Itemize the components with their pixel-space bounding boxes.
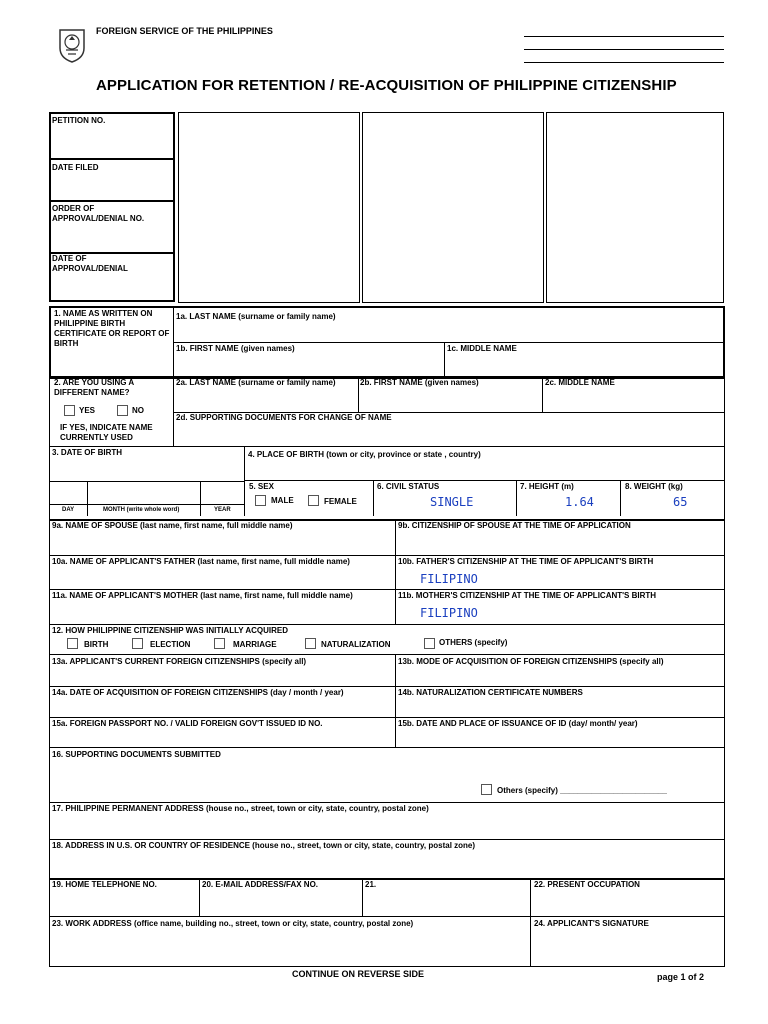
- alias-yes-label: YES: [79, 406, 96, 415]
- reference-line-2: [524, 49, 724, 50]
- q15a-label: 15a. FOREIGN PASSPORT NO. / VALID FOREIGN GOV'T ISSUED ID NO.: [52, 719, 323, 728]
- order-no-label: ORDER OF APPROVAL/DENIAL NO.: [52, 204, 145, 223]
- page-number: page 1 of 2: [657, 972, 705, 982]
- q21-label: 21.: [365, 880, 377, 889]
- divider: [49, 916, 725, 917]
- divider: [244, 480, 725, 481]
- divider: [395, 519, 396, 624]
- q9b-label: 9b. CITIZENSHIP OF SPOUSE AT THE TIME OF APPLICATION: [398, 521, 631, 530]
- q13a-label: 13a. APPLICANT'S CURRENT FOREIGN CITIZENSHIPS (specify all): [52, 657, 307, 666]
- divider: [530, 878, 531, 967]
- date-filed-label: DATE FILED: [52, 163, 99, 172]
- q13b-label: 13b. MODE OF ACQUISITION OF FOREIGN CITIZENSHIPS (specify all): [398, 657, 664, 666]
- divider: [87, 481, 88, 516]
- divider: [620, 480, 621, 516]
- q1b-label: 1b. FIRST NAME (given names): [176, 344, 295, 353]
- acq-election-checkbox[interactable]: [132, 638, 143, 649]
- divider: [49, 747, 725, 748]
- dob-day-label: DAY: [62, 507, 75, 513]
- acq-election-label: ELECTION: [150, 640, 191, 649]
- q7-label: 7. HEIGHT (m): [520, 482, 574, 491]
- q22-label: 22. PRESENT OCCUPATION: [534, 880, 640, 889]
- photo-box-3[interactable]: [546, 112, 724, 303]
- dob-year-label: YEAR: [214, 507, 231, 513]
- acq-marriage-label: MARRIAGE: [233, 640, 277, 649]
- q17-label: 17. PHILIPPINE PERMANENT ADDRESS (house no., street, town or city, state, country, postal zone): [52, 804, 429, 813]
- docs-others-checkbox[interactable]: [481, 784, 492, 795]
- q2d-label: 2d. SUPPORTING DOCUMENTS FOR CHANGE OF NAME: [176, 413, 392, 422]
- divider: [444, 342, 445, 378]
- weight-value[interactable]: 65: [673, 495, 688, 509]
- divider: [244, 446, 245, 516]
- date-approval-label: DATE OF APPROVAL/DENIAL: [52, 254, 128, 273]
- divider: [49, 589, 725, 590]
- mother-citizenship-value[interactable]: FILIPINO: [420, 606, 478, 620]
- divider: [395, 654, 396, 747]
- q24-label: 24. APPLICANT'S SIGNATURE: [534, 919, 649, 928]
- acq-naturalization-label: NATURALIZATION: [321, 640, 391, 649]
- father-citizenship-value[interactable]: FILIPINO: [420, 572, 478, 586]
- acq-naturalization-checkbox[interactable]: [305, 638, 316, 649]
- divider: [49, 717, 725, 718]
- sex-male-checkbox[interactable]: [255, 495, 266, 506]
- divider: [199, 878, 200, 917]
- alias-ifyes-label: IF YES, INDICATE NAME CURRENTLY USED: [60, 423, 153, 442]
- divider: [49, 802, 725, 803]
- sex-male-label: MALE: [271, 496, 294, 505]
- q11b-label: 11b. MOTHER'S CITIZENSHIP AT THE TIME OF APPLICANT'S BIRTH: [398, 591, 657, 600]
- q19-label: 19. HOME TELEPHONE NO.: [52, 880, 157, 889]
- sex-female-checkbox[interactable]: [308, 495, 319, 506]
- q18-label: 18. ADDRESS IN U.S. OR COUNTRY OF RESIDENCE (house no., street, town or city, state, country, postal zone): [52, 841, 476, 850]
- q6-label: 6. CIVIL STATUS: [377, 482, 440, 491]
- divider: [49, 446, 725, 447]
- q1c-label: 1c. MIDDLE NAME: [447, 344, 517, 353]
- q14b-label: 14b. NATURALIZATION CERTIFICATE NUMBERS: [398, 688, 583, 697]
- dob-month-label: MONTH (write whole word): [103, 507, 180, 513]
- divider: [49, 654, 725, 655]
- alias-no-label: NO: [132, 406, 144, 415]
- q2c-label: 2c. MIDDLE NAME: [545, 378, 615, 387]
- docs-others-label: Others (specify) ________________________: [497, 786, 667, 795]
- acq-others-checkbox[interactable]: [424, 638, 435, 649]
- form-border: [49, 306, 725, 967]
- acq-marriage-checkbox[interactable]: [214, 638, 225, 649]
- reference-line-1: [524, 36, 724, 37]
- photo-box-1[interactable]: [178, 112, 360, 303]
- reference-line-3: [524, 62, 724, 63]
- q20-label: 20. E-MAIL ADDRESS/FAX NO.: [202, 880, 319, 889]
- divider: [49, 624, 725, 625]
- divider: [516, 480, 517, 516]
- q2a-label: 2a. LAST NAME (surname or family name): [176, 378, 336, 387]
- q1a-label: 1a. LAST NAME (surname or family name): [176, 312, 336, 321]
- q1-label: 1. NAME AS WRITTEN ON PHILIPPINE BIRTH CERTIFICATE OR REPORT OF BIRTH: [54, 309, 170, 348]
- civil-status-value[interactable]: SINGLE: [430, 495, 474, 509]
- sex-female-label: FEMALE: [324, 497, 357, 506]
- continue-note: CONTINUE ON REVERSE SIDE: [292, 969, 425, 979]
- q2b-label: 2b. FIRST NAME (given names): [360, 378, 479, 387]
- divider: [49, 504, 244, 505]
- alias-no-checkbox[interactable]: [117, 405, 128, 416]
- petition-no-label: PETITION NO.: [52, 116, 106, 125]
- divider: [200, 481, 201, 516]
- philippine-seal-logo: [56, 26, 88, 64]
- divider: [173, 342, 725, 343]
- alias-yes-checkbox[interactable]: [64, 405, 75, 416]
- acq-birth-label: BIRTH: [84, 640, 109, 649]
- q5-label: 5. SEX: [249, 482, 274, 491]
- q23-label: 23. WORK ADDRESS (office name, building no., street, town or city, state, country, postal zone): [52, 919, 414, 928]
- q16-label: 16. SUPPORTING DOCUMENTS SUBMITTED: [52, 750, 221, 759]
- divider: [49, 481, 244, 482]
- acq-others-label: OTHERS (specify): [439, 638, 508, 647]
- q14a-label: 14a. DATE OF ACQUISITION OF FOREIGN CITIZENSHIPS (day / month / year): [52, 688, 344, 697]
- photo-box-2[interactable]: [362, 112, 544, 303]
- q15b-label: 15b. DATE AND PLACE OF ISSUANCE OF ID (day/ month/ year): [398, 719, 638, 728]
- q10b-label: 10b. FATHER'S CITIZENSHIP AT THE TIME OF APPLICANT'S BIRTH: [398, 557, 654, 566]
- q8-label: 8. WEIGHT (kg): [625, 482, 683, 491]
- divider: [373, 480, 374, 516]
- divider: [49, 686, 725, 687]
- q12-label: 12. HOW PHILIPPINE CITIZENSHIP WAS INITIALLY ACQUIRED: [52, 626, 289, 635]
- acq-birth-checkbox[interactable]: [67, 638, 78, 649]
- agency-name: FOREIGN SERVICE OF THE PHILIPPINES: [96, 26, 273, 36]
- form-title: APPLICATION FOR RETENTION / RE-ACQUISITION OF PHILIPPINE CITIZENSHIP: [96, 77, 677, 94]
- divider: [358, 378, 359, 412]
- q9a-label: 9a. NAME OF SPOUSE (last name, first name, full middle name): [52, 521, 293, 530]
- height-value[interactable]: 1.64: [565, 495, 594, 509]
- divider: [49, 839, 725, 840]
- q2-label: 2. ARE YOU USING A DIFFERENT NAME?: [54, 378, 134, 397]
- divider: [362, 878, 363, 917]
- q3-label: 3. DATE OF BIRTH: [52, 448, 123, 457]
- q10a-label: 10a. NAME OF APPLICANT'S FATHER (last name, first name, full middle name): [52, 557, 350, 566]
- divider: [542, 378, 543, 412]
- q11a-label: 11a. NAME OF APPLICANT'S MOTHER (last name, first name, full middle name): [52, 591, 353, 600]
- divider: [49, 555, 725, 556]
- q4-label: 4. PLACE OF BIRTH (town or city, province or state , country): [248, 450, 481, 459]
